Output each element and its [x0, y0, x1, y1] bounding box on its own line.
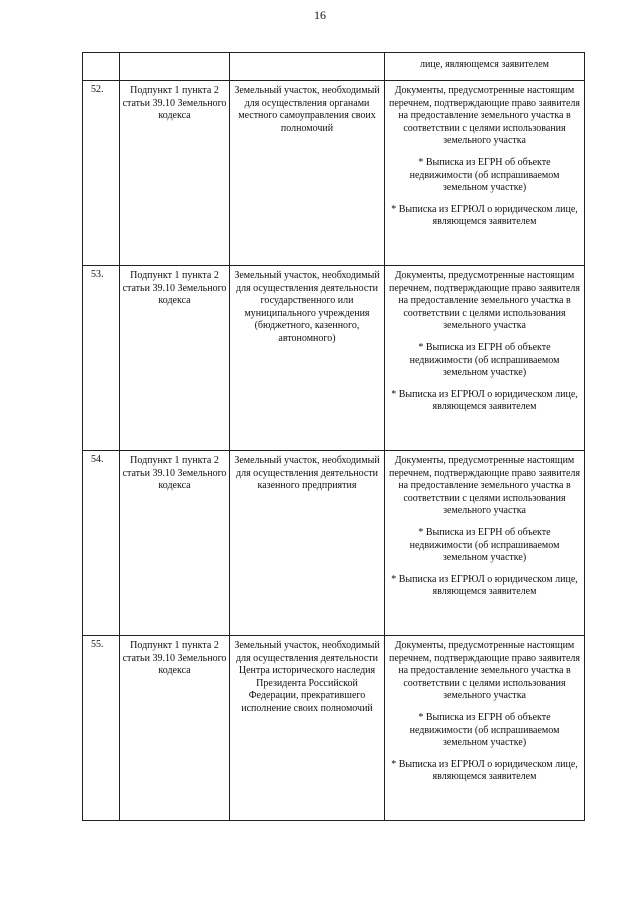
required-documents [385, 81, 585, 266]
documents-item: * Выписка из ЕГРН об объекте недвижимости (об испрашиваемом земельном участке) [409, 526, 560, 564]
continuation-row [83, 53, 585, 81]
land-plot-description: Земельный участок, необходимый для осуществления деятельности Центра исторического наследия Президента Российской Федерации, прекратившего исполнение своих полномочий [230, 636, 385, 821]
row-number: 54. [83, 451, 120, 636]
required-documents [385, 266, 585, 451]
documents-item: * Выписка из ЕГРЮЛ о юридическом лице, являющемся заявителем [391, 203, 578, 228]
required-documents [385, 451, 585, 636]
row-number: 52. [83, 81, 120, 266]
required-documents [385, 636, 585, 821]
documents-item: * Выписка из ЕГРЮЛ о юридическом лице, являющемся заявителем [391, 758, 578, 783]
documents-item: * Выписка из ЕГРН об объекте недвижимости (об испрашиваемом земельном участке) [409, 156, 560, 194]
table-row [83, 451, 585, 636]
documents-item: * Выписка из ЕГРН об объекте недвижимости (об испрашиваемом земельном участке) [409, 341, 560, 379]
cell-documents [385, 53, 585, 81]
documents-item: Документы, предусмотренные настоящим перечнем, подтверждающие право заявителя на предоставление земельного участка в соответствии с целями использования земельного участка [388, 270, 581, 332]
documents-item: * Выписка из ЕГРЮЛ о юридическом лице, являющемся заявителем [391, 388, 578, 413]
documents-item: Документы, предусмотренные настоящим перечнем, подтверждающие право заявителя на предоставление земельного участка в соответствии с целями использования земельного участка [388, 640, 581, 702]
documents-item: * Выписка из ЕГРЮЛ о юридическом лице, являющемся заявителем [391, 573, 578, 598]
cell-law [120, 53, 230, 81]
cell-number [83, 53, 120, 81]
table-row [83, 636, 585, 821]
documents-text: лице, являющемся заявителем [419, 59, 549, 70]
row-number: 55. [83, 636, 120, 821]
land-plot-description: Земельный участок, необходимый для осуществления деятельности казенного предприятия [230, 451, 385, 636]
land-plot-description: Земельный участок, необходимый для осуществления органами местного самоуправления своих полномочий [230, 81, 385, 266]
land-plot-description: Земельный участок, необходимый для осуществления деятельности государственного или муниципального учреждения (бюджетного, казенного, автономного) [230, 266, 385, 451]
documents-item: Документы, предусмотренные настоящим перечнем, подтверждающие право заявителя на предоставление земельного участка в соответствии с целями использования земельного участка [388, 85, 581, 147]
documents-item: Документы, предусмотренные настоящим перечнем, подтверждающие право заявителя на предоставление земельного участка в соответствии с целями использования земельного участка [388, 455, 581, 517]
table-row [83, 266, 585, 451]
page-number: 16 [314, 8, 326, 22]
legal-basis: Подпункт 1 пункта 2 статьи 39.10 Земельного кодекса [120, 636, 230, 821]
legal-basis: Подпункт 1 пункта 2 статьи 39.10 Земельного кодекса [120, 266, 230, 451]
documents-table [82, 52, 585, 821]
table-row [83, 81, 585, 266]
cell-description [230, 53, 385, 81]
row-number: 53. [83, 266, 120, 451]
legal-basis: Подпункт 1 пункта 2 статьи 39.10 Земельного кодекса [120, 451, 230, 636]
legal-basis: Подпункт 1 пункта 2 статьи 39.10 Земельного кодекса [120, 81, 230, 266]
documents-item: * Выписка из ЕГРН об объекте недвижимости (об испрашиваемом земельном участке) [409, 711, 560, 749]
